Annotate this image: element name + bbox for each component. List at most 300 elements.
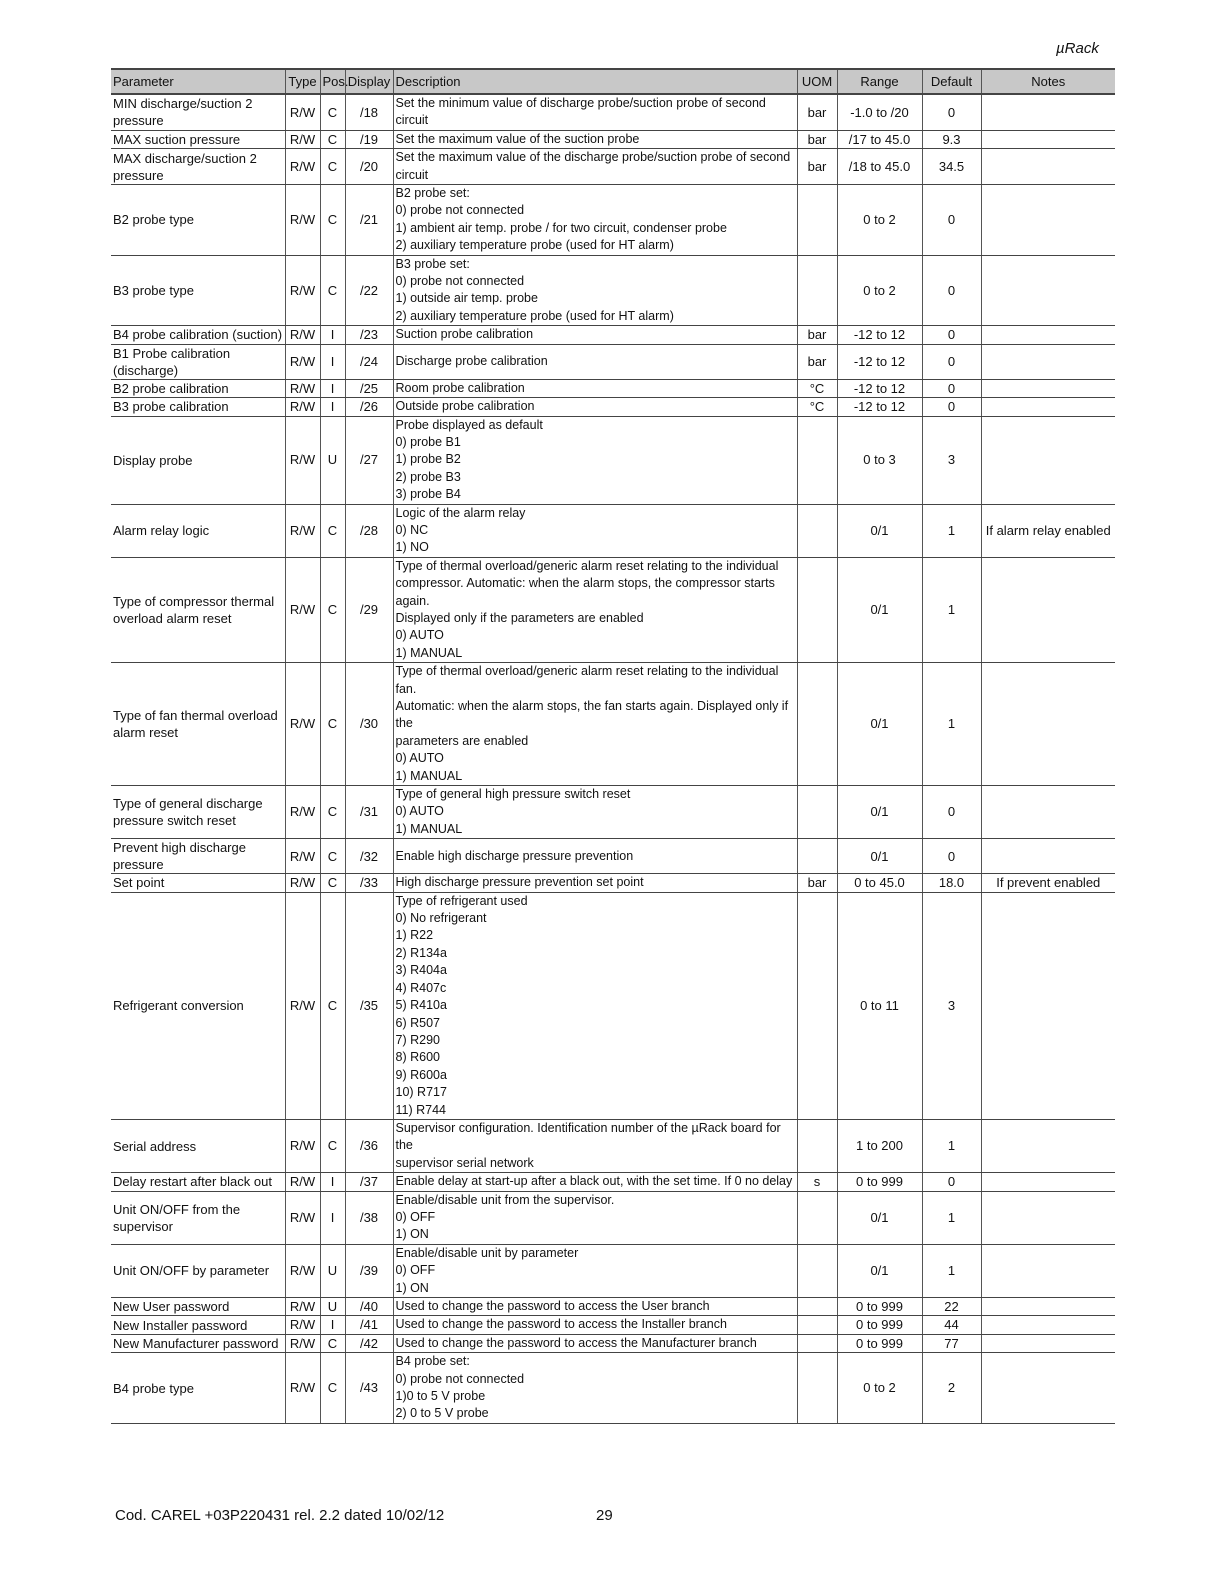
notes-cell — [981, 130, 1115, 148]
description-cell — [393, 344, 797, 379]
parameter-cell: Prevent high discharge pressure — [111, 839, 285, 874]
range-cell: 0 to 2 — [837, 185, 922, 256]
description-cell — [393, 416, 797, 504]
description-cell — [393, 1173, 797, 1191]
type-cell: R/W — [285, 130, 320, 148]
range-cell: 0 to 999 — [837, 1316, 922, 1334]
notes-cell — [981, 1119, 1115, 1172]
table-row — [111, 185, 1115, 256]
description-line: 0) AUTO — [395, 751, 444, 766]
range-cell: -12 to 12 — [837, 326, 922, 344]
default-cell: 1 — [922, 1119, 981, 1172]
description-line: 2) auxiliary temperature probe (used for HT alarm) — [395, 238, 674, 253]
description-line: Enable delay at start-up after a black out, with the set time. If 0 no delay — [395, 1174, 793, 1189]
pos-cell: I — [320, 344, 345, 379]
description-cell — [393, 130, 797, 148]
description-line: 3) R404a — [395, 963, 447, 978]
description-line: 1) probe B2 — [395, 452, 461, 467]
uom-cell — [797, 1334, 837, 1352]
table-row — [111, 1334, 1115, 1352]
description-line: 7) R290 — [395, 1032, 440, 1047]
description-cell — [393, 1119, 797, 1172]
description-cell — [393, 398, 797, 416]
pos-cell: C — [320, 255, 345, 326]
uom-cell: °C — [797, 398, 837, 416]
description-line: Suction probe calibration — [395, 327, 534, 342]
display-cell: /35 — [345, 892, 393, 1119]
description-cell — [393, 1244, 797, 1297]
notes-cell — [981, 255, 1115, 326]
type-cell: R/W — [285, 557, 320, 662]
range-cell: 0 to 2 — [837, 1353, 922, 1424]
parameter-cell: Refrigerant conversion — [111, 892, 285, 1119]
description-line: B3 probe set: — [395, 256, 470, 271]
display-cell: /28 — [345, 504, 393, 557]
uom-cell — [797, 1191, 837, 1244]
pos-cell: I — [320, 1191, 345, 1244]
col-header-parameter: Parameter — [111, 69, 285, 94]
default-cell: 0 — [922, 379, 981, 397]
uom-cell — [797, 1353, 837, 1424]
uom-cell — [797, 1316, 837, 1334]
table-row — [111, 504, 1115, 557]
pos-cell: I — [320, 1173, 345, 1191]
range-cell: 0 to 999 — [837, 1173, 922, 1191]
notes-cell — [981, 1316, 1115, 1334]
parameter-cell: B4 probe calibration (suction) — [111, 326, 285, 344]
parameter-cell: New Installer password — [111, 1316, 285, 1334]
description-line: 0) OFF — [395, 1209, 436, 1224]
type-cell: R/W — [285, 504, 320, 557]
description-line: 0) probe B1 — [395, 434, 461, 449]
table-row — [111, 1244, 1115, 1297]
description-line: 1) outside air temp. probe — [395, 291, 538, 306]
parameter-cell: B2 probe type — [111, 185, 285, 256]
description-line: supervisor serial network — [395, 1155, 534, 1170]
default-cell: 0 — [922, 255, 981, 326]
notes-cell — [981, 185, 1115, 256]
description-cell — [393, 379, 797, 397]
notes-cell — [981, 1353, 1115, 1424]
default-cell: 18.0 — [922, 874, 981, 892]
pos-cell: C — [320, 1353, 345, 1424]
description-cell — [393, 255, 797, 326]
notes-cell — [981, 892, 1115, 1119]
uom-cell: bar — [797, 130, 837, 148]
type-cell: R/W — [285, 1119, 320, 1172]
uom-cell — [797, 416, 837, 504]
table-row — [111, 326, 1115, 344]
table-row — [111, 1298, 1115, 1316]
uom-cell — [797, 663, 837, 786]
description-line: Automatic: when the alarm stops, the fan starts again. Displayed only if the — [395, 699, 792, 731]
range-cell: 0 to 999 — [837, 1334, 922, 1352]
col-header-description: Description — [393, 69, 797, 94]
type-cell: R/W — [285, 786, 320, 839]
default-cell: 1 — [922, 1244, 981, 1297]
pos-cell: C — [320, 663, 345, 786]
range-cell: -12 to 12 — [837, 398, 922, 416]
description-line: 1) R22 — [395, 928, 434, 943]
brand-label: µRack — [1056, 40, 1099, 57]
range-cell: 0/1 — [837, 1191, 922, 1244]
notes-cell — [981, 1173, 1115, 1191]
description-line: 1) MANUAL — [395, 821, 463, 836]
type-cell: R/W — [285, 1334, 320, 1352]
description-line: Used to change the password to access the Installer branch — [395, 1317, 727, 1332]
type-cell: R/W — [285, 255, 320, 326]
description-line: 1) MANUAL — [395, 645, 463, 660]
parameter-cell: B2 probe calibration — [111, 379, 285, 397]
display-cell: /22 — [345, 255, 393, 326]
default-cell: 44 — [922, 1316, 981, 1334]
notes-cell — [981, 786, 1115, 839]
parameter-cell: New Manufacturer password — [111, 1334, 285, 1352]
type-cell: R/W — [285, 1353, 320, 1424]
description-line: 1) ON — [395, 1280, 429, 1295]
range-cell: 0 to 999 — [837, 1298, 922, 1316]
parameter-cell: Type of compressor thermal overload alarm reset — [111, 557, 285, 662]
parameter-cell: Delay restart after black out — [111, 1173, 285, 1191]
pos-cell: C — [320, 185, 345, 256]
description-line: High discharge pressure prevention set point — [395, 875, 644, 890]
default-cell: 2 — [922, 1353, 981, 1424]
range-cell: 0 to 3 — [837, 416, 922, 504]
notes-cell — [981, 1334, 1115, 1352]
table-row — [111, 1316, 1115, 1334]
notes-cell — [981, 839, 1115, 874]
description-line: B4 probe set: — [395, 1354, 470, 1369]
display-cell: /21 — [345, 185, 393, 256]
parameter-cell: B4 probe type — [111, 1353, 285, 1424]
description-line: 1) MANUAL — [395, 768, 463, 783]
pos-cell: U — [320, 1298, 345, 1316]
uom-cell — [797, 1298, 837, 1316]
range-cell: -1.0 to /20 — [837, 94, 922, 130]
uom-cell — [797, 1244, 837, 1297]
range-cell: 0/1 — [837, 839, 922, 874]
description-line: Discharge probe calibration — [395, 353, 548, 368]
parameter-cell: Unit ON/OFF from the supervisor — [111, 1191, 285, 1244]
type-cell: R/W — [285, 874, 320, 892]
default-cell: 1 — [922, 504, 981, 557]
description-line: parameters are enabled — [395, 733, 529, 748]
parameter-cell: B1 Probe calibration (discharge) — [111, 344, 285, 379]
description-line: 1)0 to 5 V probe — [395, 1389, 486, 1404]
display-cell: /20 — [345, 149, 393, 185]
table-row — [111, 344, 1115, 379]
pos-cell: I — [320, 398, 345, 416]
description-cell — [393, 1353, 797, 1424]
description-cell — [393, 1298, 797, 1316]
default-cell: 0 — [922, 1173, 981, 1191]
pos-cell: C — [320, 1334, 345, 1352]
description-cell — [393, 1334, 797, 1352]
parameters-table — [111, 68, 1115, 1424]
col-header-display: Display — [345, 69, 393, 94]
description-line: 0) probe not connected — [395, 1371, 525, 1386]
uom-cell: °C — [797, 379, 837, 397]
display-cell: /25 — [345, 379, 393, 397]
default-cell: 0 — [922, 398, 981, 416]
pos-cell: C — [320, 1119, 345, 1172]
display-cell: /27 — [345, 416, 393, 504]
type-cell: R/W — [285, 416, 320, 504]
parameter-cell: MIN discharge/suction 2 pressure — [111, 94, 285, 130]
pos-cell: C — [320, 874, 345, 892]
description-line: 10) R717 — [395, 1085, 447, 1100]
display-cell: /24 — [345, 344, 393, 379]
description-line: Set the maximum value of the discharge probe/suction probe of second circuit — [395, 150, 794, 182]
table-row — [111, 892, 1115, 1119]
description-line: 0) AUTO — [395, 804, 444, 819]
default-cell: 3 — [922, 892, 981, 1119]
description-cell — [393, 149, 797, 185]
notes-cell: If prevent enabled — [981, 874, 1115, 892]
description-line: 11) R744 — [395, 1102, 446, 1117]
description-cell — [393, 786, 797, 839]
type-cell: R/W — [285, 1298, 320, 1316]
display-cell: /37 — [345, 1173, 393, 1191]
parameter-cell: New User password — [111, 1298, 285, 1316]
description-cell — [393, 557, 797, 662]
table-row — [111, 1173, 1115, 1191]
type-cell: R/W — [285, 94, 320, 130]
table-row — [111, 839, 1115, 874]
table-row — [111, 94, 1115, 130]
uom-cell — [797, 557, 837, 662]
table-row — [111, 557, 1115, 662]
type-cell: R/W — [285, 839, 320, 874]
description-line: Enable high discharge pressure prevention — [395, 848, 634, 863]
default-cell: 9.3 — [922, 130, 981, 148]
description-line: Enable/disable unit from the supervisor. — [395, 1192, 615, 1207]
uom-cell — [797, 185, 837, 256]
display-cell: /39 — [345, 1244, 393, 1297]
uom-cell: bar — [797, 149, 837, 185]
pos-cell: C — [320, 786, 345, 839]
default-cell: 22 — [922, 1298, 981, 1316]
pos-cell: I — [320, 379, 345, 397]
type-cell: R/W — [285, 1173, 320, 1191]
table-row — [111, 130, 1115, 148]
notes-cell — [981, 326, 1115, 344]
parameter-cell: Display probe — [111, 416, 285, 504]
description-line: 2) auxiliary temperature probe (used for HT alarm) — [395, 308, 674, 323]
display-cell: /29 — [345, 557, 393, 662]
description-line: 4) R407c — [395, 980, 447, 995]
notes-cell — [981, 1298, 1115, 1316]
display-cell: /33 — [345, 874, 393, 892]
display-cell: /42 — [345, 1334, 393, 1352]
description-line: Set the minimum value of discharge probe/suction probe of second circuit — [395, 96, 770, 128]
notes-cell — [981, 379, 1115, 397]
description-line: 2) 0 to 5 V probe — [395, 1406, 489, 1421]
parameter-cell: B3 probe type — [111, 255, 285, 326]
type-cell: R/W — [285, 326, 320, 344]
description-line: Room probe calibration — [395, 380, 525, 395]
description-line: Outside probe calibration — [395, 399, 535, 414]
description-line: 8) R600 — [395, 1050, 440, 1065]
description-line: 0) NC — [395, 522, 429, 537]
default-cell: 0 — [922, 786, 981, 839]
uom-cell — [797, 255, 837, 326]
description-line: Displayed only if the parameters are enabled — [395, 610, 644, 625]
description-line: Type of thermal overload/generic alarm reset relating to the individual — [395, 558, 779, 573]
default-cell: 0 — [922, 94, 981, 130]
description-cell — [393, 663, 797, 786]
pos-cell: U — [320, 416, 345, 504]
pos-cell: I — [320, 326, 345, 344]
description-line: 3) probe B4 — [395, 487, 461, 502]
notes-cell — [981, 149, 1115, 185]
default-cell: 1 — [922, 1191, 981, 1244]
description-line: 1) ambient air temp. probe / for two circuit, condenser probe — [395, 220, 727, 235]
uom-cell — [797, 1119, 837, 1172]
default-cell: 1 — [922, 557, 981, 662]
display-cell: /41 — [345, 1316, 393, 1334]
uom-cell: bar — [797, 874, 837, 892]
description-line: Type of general high pressure switch reset — [395, 787, 631, 802]
table-header-row — [111, 69, 1115, 94]
description-line: 2) R134a — [395, 945, 447, 960]
pos-cell: C — [320, 892, 345, 1119]
type-cell: R/W — [285, 1244, 320, 1297]
col-header-range: Range — [837, 69, 922, 94]
table-row — [111, 786, 1115, 839]
uom-cell — [797, 786, 837, 839]
description-line: 2) probe B3 — [395, 469, 461, 484]
description-cell — [393, 326, 797, 344]
col-header-pos: Pos. — [320, 69, 345, 94]
document-code: Cod. CAREL +03P220431 rel. 2.2 dated 10/02/12 — [115, 1507, 445, 1524]
range-cell: 0/1 — [837, 504, 922, 557]
col-header-type: Type — [285, 69, 320, 94]
range-cell: 1 to 200 — [837, 1119, 922, 1172]
description-line: B2 probe set: — [395, 186, 470, 201]
default-cell: 3 — [922, 416, 981, 504]
description-line: Logic of the alarm relay — [395, 505, 526, 520]
table-row — [111, 149, 1115, 185]
default-cell: 0 — [922, 185, 981, 256]
uom-cell — [797, 504, 837, 557]
type-cell: R/W — [285, 1191, 320, 1244]
notes-cell — [981, 557, 1115, 662]
table-row — [111, 663, 1115, 786]
table-body — [111, 94, 1115, 1423]
table-row — [111, 379, 1115, 397]
description-line: Set the maximum value of the suction probe — [395, 131, 640, 146]
default-cell: 77 — [922, 1334, 981, 1352]
description-line: 0) probe not connected — [395, 203, 525, 218]
description-line: 6) R507 — [395, 1015, 440, 1030]
description-line: 0) No refrigerant — [395, 911, 487, 926]
description-cell — [393, 94, 797, 130]
page-number: 29 — [596, 1507, 613, 1524]
description-line: 0) probe not connected — [395, 274, 525, 289]
description-cell — [393, 1191, 797, 1244]
range-cell: 0/1 — [837, 786, 922, 839]
description-line: Probe displayed as default — [395, 417, 543, 432]
uom-cell: bar — [797, 344, 837, 379]
notes-cell: If alarm relay enabled — [981, 504, 1115, 557]
description-cell — [393, 839, 797, 874]
display-cell: /38 — [345, 1191, 393, 1244]
uom-cell: bar — [797, 326, 837, 344]
type-cell: R/W — [285, 379, 320, 397]
parameter-cell: Type of general discharge pressure switch reset — [111, 786, 285, 839]
uom-cell: s — [797, 1173, 837, 1191]
parameter-cell: MAX discharge/suction 2 pressure — [111, 149, 285, 185]
type-cell: R/W — [285, 344, 320, 379]
display-cell: /23 — [345, 326, 393, 344]
type-cell: R/W — [285, 892, 320, 1119]
range-cell: 0 to 45.0 — [837, 874, 922, 892]
range-cell: 0/1 — [837, 663, 922, 786]
pos-cell: C — [320, 94, 345, 130]
display-cell: /26 — [345, 398, 393, 416]
notes-cell — [981, 94, 1115, 130]
display-cell: /18 — [345, 94, 393, 130]
range-cell: /18 to 45.0 — [837, 149, 922, 185]
table-row — [111, 1191, 1115, 1244]
description-line: Type of thermal overload/generic alarm reset relating to the individual fan. — [395, 664, 782, 696]
table-row — [111, 1119, 1115, 1172]
table-row — [111, 255, 1115, 326]
description-line: Supervisor configuration. Identification number of the µRack board for the — [395, 1120, 785, 1153]
display-cell: /19 — [345, 130, 393, 148]
description-cell — [393, 185, 797, 256]
description-cell — [393, 1316, 797, 1334]
type-cell: R/W — [285, 398, 320, 416]
pos-cell: I — [320, 1316, 345, 1334]
description-line: 5) R410a — [395, 998, 447, 1013]
range-cell: -12 to 12 — [837, 379, 922, 397]
pos-cell: C — [320, 149, 345, 185]
pos-cell: C — [320, 130, 345, 148]
display-cell: /36 — [345, 1119, 393, 1172]
description-cell — [393, 892, 797, 1119]
description-line: compressor. Automatic: when the alarm stops, the compressor starts again. — [395, 576, 779, 608]
description-line: 9) R600a — [395, 1067, 447, 1082]
notes-cell — [981, 398, 1115, 416]
pos-cell: C — [320, 504, 345, 557]
range-cell: -12 to 12 — [837, 344, 922, 379]
uom-cell — [797, 892, 837, 1119]
col-header-default: Default — [922, 69, 981, 94]
pos-cell: U — [320, 1244, 345, 1297]
parameter-cell: B3 probe calibration — [111, 398, 285, 416]
default-cell: 0 — [922, 326, 981, 344]
range-cell: 0/1 — [837, 1244, 922, 1297]
notes-cell — [981, 1244, 1115, 1297]
pos-cell: C — [320, 557, 345, 662]
range-cell: 0/1 — [837, 557, 922, 662]
description-cell — [393, 504, 797, 557]
description-line: Used to change the password to access the User branch — [395, 1299, 710, 1313]
description-line: 0) AUTO — [395, 628, 444, 643]
description-line: Used to change the password to access the Manufacturer branch — [395, 1335, 757, 1350]
description-line: 1) NO — [395, 540, 429, 555]
type-cell: R/W — [285, 185, 320, 256]
range-cell: /17 to 45.0 — [837, 130, 922, 148]
notes-cell — [981, 1191, 1115, 1244]
uom-cell: bar — [797, 94, 837, 130]
display-cell: /30 — [345, 663, 393, 786]
display-cell: /43 — [345, 1353, 393, 1424]
display-cell: /31 — [345, 786, 393, 839]
parameter-cell: Unit ON/OFF by parameter — [111, 1244, 285, 1297]
